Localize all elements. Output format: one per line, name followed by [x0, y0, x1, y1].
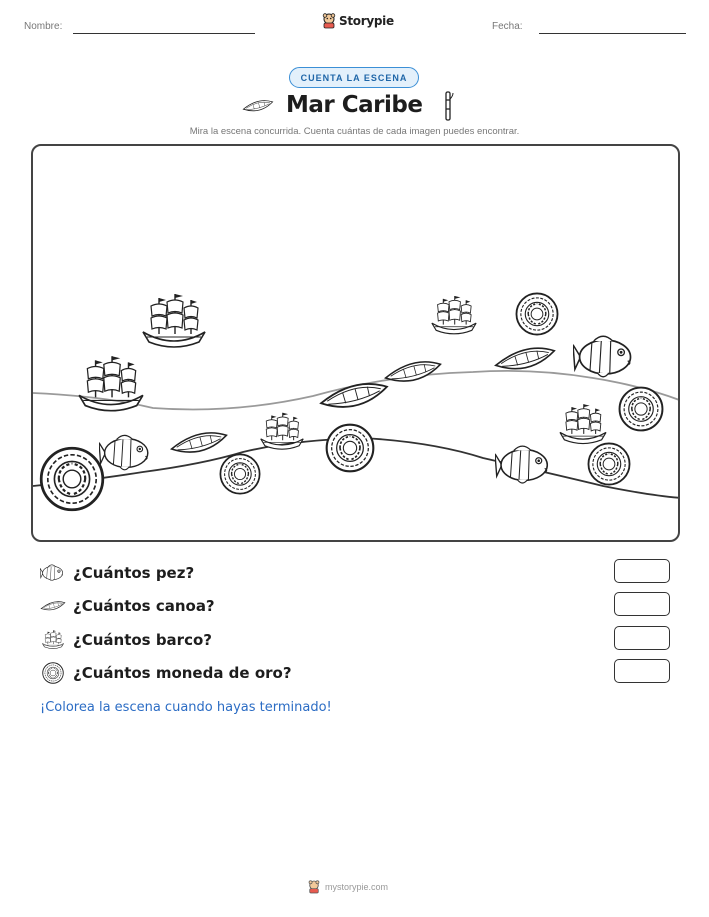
storypie-mascot-icon — [322, 13, 336, 29]
bamboo-icon — [442, 90, 454, 122]
question-ship — [40, 627, 670, 653]
page-title: Mar Caribe — [286, 92, 423, 118]
gold-coin-icon — [41, 448, 103, 510]
name-label: Nombre: — [24, 21, 63, 32]
fish-icon — [40, 560, 66, 586]
fish-icon — [495, 446, 547, 483]
footer-url[interactable]: mystorypie.com — [325, 882, 389, 892]
question-text: ¿Cuántos pez? — [73, 564, 195, 582]
gold-coin-icon — [40, 660, 66, 686]
gold-coin-icon — [620, 388, 663, 431]
ship-icon — [40, 627, 66, 653]
gold-coin-icon — [588, 443, 629, 484]
question-fish — [40, 560, 670, 586]
fish-icon — [99, 435, 148, 469]
ship-icon — [560, 404, 606, 443]
gold-coin-icon — [220, 454, 259, 493]
question-text: ¿Cuántos moneda de oro? — [73, 664, 292, 682]
counting-scene — [31, 144, 680, 542]
gold-coin-icon — [516, 293, 557, 334]
footer — [308, 880, 388, 894]
answer-box-coin[interactable] — [614, 659, 670, 683]
question-canoe — [40, 593, 670, 619]
canoe-icon — [172, 433, 227, 452]
question-coin — [40, 660, 670, 686]
ship-icon — [143, 294, 205, 347]
gold-coin-icon — [327, 425, 374, 472]
name-field[interactable] — [73, 33, 255, 34]
ship-icon — [79, 356, 143, 411]
canoe-icon — [496, 348, 555, 368]
canoe-icon — [386, 362, 441, 381]
question-text: ¿Cuántos barco? — [73, 631, 212, 649]
scene-canvas — [33, 146, 680, 542]
answer-box-canoe[interactable] — [614, 592, 670, 616]
storypie-mascot-icon — [308, 880, 320, 894]
canoe-icon — [242, 96, 274, 116]
ship-icon — [432, 296, 476, 334]
answer-box-ship[interactable] — [614, 626, 670, 650]
brand-name: Storypie — [339, 14, 394, 28]
answer-box-fish[interactable] — [614, 559, 670, 583]
instructions: Mira la escena concurrida. Cuenta cuántas de cada imagen puedes encontrar. — [189, 126, 520, 137]
brand-logo — [322, 13, 394, 29]
date-label: Fecha: — [492, 21, 523, 32]
question-text: ¿Cuántos canoa? — [73, 597, 215, 615]
fish-icon — [573, 336, 631, 377]
canoe-icon — [321, 384, 387, 407]
canoe-icon — [40, 593, 66, 619]
activity-badge: CUENTA LA ESCENA — [289, 67, 419, 88]
coloring-note: ¡Colorea la escena cuando hayas terminado! — [40, 700, 332, 715]
date-field[interactable] — [539, 33, 686, 34]
